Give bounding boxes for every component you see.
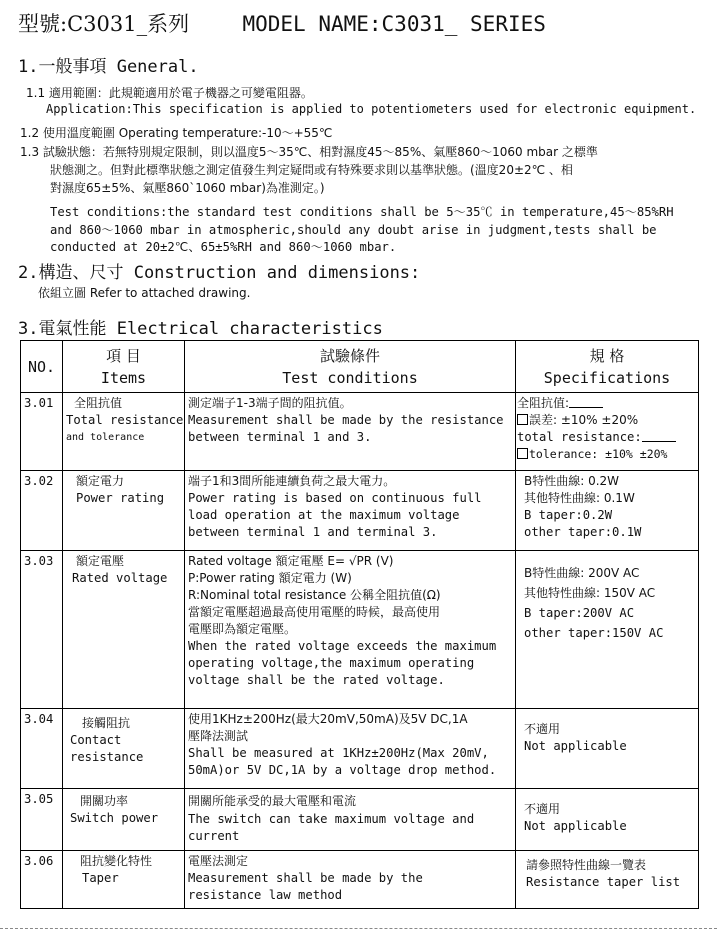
checkbox-icon bbox=[517, 448, 528, 459]
blank-field bbox=[569, 396, 603, 408]
header-spec-cn: 規 格 bbox=[589, 346, 625, 365]
spec-line: B特性曲線: 0.2W bbox=[524, 474, 620, 488]
header-cond-en: Test conditions bbox=[282, 368, 418, 387]
spec-line: 不適用 bbox=[524, 802, 561, 816]
item-en-line: Power rating bbox=[76, 491, 165, 505]
electrical-characteristics-table bbox=[20, 340, 699, 909]
table-header-row bbox=[21, 341, 699, 393]
row-condition bbox=[185, 393, 516, 471]
header-items-cn: 項 目 bbox=[106, 346, 141, 365]
item-en-line: Rated voltage bbox=[72, 571, 168, 585]
item-en-line: Total resistance bbox=[66, 413, 184, 427]
spec-line: B taper:0.2W bbox=[524, 508, 613, 522]
cond-line: Power rating is based on continuous full bbox=[188, 491, 482, 505]
spec-line: Resistance taper list bbox=[526, 875, 681, 889]
table-row bbox=[21, 709, 699, 789]
row-no: 3.05 bbox=[21, 789, 63, 851]
item-en-line: Switch power bbox=[70, 811, 159, 825]
item-en-line: Contact bbox=[70, 733, 122, 747]
spec-total-resistance-label-en: total resistance: bbox=[517, 430, 642, 444]
item-en-line: and tolerance bbox=[66, 432, 145, 443]
table-row bbox=[21, 471, 699, 551]
cond-line: current bbox=[188, 829, 240, 843]
row-item bbox=[63, 393, 185, 471]
item-cn: 額定電壓 bbox=[76, 554, 125, 568]
cond-line: 測定端子1-3端子間的阻抗值。 bbox=[188, 396, 352, 410]
header-no: NO. bbox=[21, 341, 63, 393]
title-en: MODEL NAME:C3031_ SERIES bbox=[242, 12, 546, 36]
cond-line: When the rated voltage exceeds the maximum bbox=[188, 639, 497, 653]
cond-line: R:Nominal total resistance 公稱全阻抗值(Ω) bbox=[188, 588, 441, 602]
title-cn: 型號:C3031_系列 bbox=[18, 12, 190, 36]
item-en-line: resistance bbox=[70, 750, 144, 764]
section-1-heading: 1.一般事項 General. bbox=[18, 57, 199, 77]
header-specifications bbox=[516, 341, 699, 393]
spec-line: 其他特性曲線: 0.1W bbox=[524, 491, 635, 505]
spec-line: B taper:200V AC bbox=[524, 606, 635, 620]
row-spec bbox=[516, 789, 699, 851]
cond-line: between terminal 1 and 3. bbox=[188, 430, 372, 444]
spec-tolerance-cn: 誤差: ±10% ±20% bbox=[529, 413, 639, 427]
row-condition bbox=[185, 789, 516, 851]
document-title bbox=[18, 8, 546, 38]
row-condition bbox=[185, 709, 516, 789]
cond-line: load operation at the maximum voltage bbox=[188, 508, 460, 522]
cond-line: 開關所能承受的最大電壓和電流 bbox=[188, 794, 357, 808]
s1-3-cn-line-1: 1.3 試驗狀態：若無特別規定限制，則以溫度5～35℃、相對濕度45～85%、氣壓860～1060 mbar 之標準 bbox=[20, 145, 598, 159]
s1-3-cn-line-2: 狀態測之。但對此標準狀態之測定值發生判定疑問或有特殊要求則以基準狀態。(溫度20±2℃ 、相 bbox=[50, 163, 573, 177]
row-condition bbox=[185, 551, 516, 709]
checkbox-icon bbox=[517, 414, 528, 425]
spec-line: Not applicable bbox=[524, 739, 627, 753]
spec-tolerance-en: tolerance: ±10% ±20% bbox=[529, 447, 668, 461]
row-item bbox=[63, 851, 185, 909]
item-cn: 開關功率 bbox=[80, 794, 129, 808]
s1-1-cn: 1.1 適用範圍：此規範適用於電子機器之可變電阻器。 bbox=[26, 86, 313, 100]
cond-line: 電壓法測定 bbox=[188, 854, 249, 868]
section-3-heading: 3.電氣性能 Electrical characteristics bbox=[18, 319, 383, 339]
spec-line bbox=[517, 412, 695, 429]
row-condition bbox=[185, 471, 516, 551]
row-no: 3.06 bbox=[21, 851, 63, 909]
row-item bbox=[63, 471, 185, 551]
row-no: 3.03 bbox=[21, 551, 63, 709]
s1-3-en-line-3: conducted at 20±2℃、65±5%RH and 860～1060 mbar. bbox=[50, 240, 397, 254]
s1-2: 1.2 使用溫度範圍 Operating temperature:-10～+55℃ bbox=[20, 126, 333, 140]
row-item bbox=[63, 789, 185, 851]
spec-line: 不適用 bbox=[524, 722, 561, 736]
cond-line: between terminal 1 and terminal 3. bbox=[188, 525, 438, 539]
row-spec bbox=[516, 471, 699, 551]
header-items bbox=[63, 341, 185, 393]
spec-line: 請參照特性曲線一覽表 bbox=[526, 858, 647, 872]
row-no: 3.02 bbox=[21, 471, 63, 551]
cond-line: P:Power rating 額定電力 (W) bbox=[188, 571, 352, 585]
cond-line: 壓降法測試 bbox=[188, 729, 249, 743]
spec-line: other taper:0.1W bbox=[524, 525, 642, 539]
header-conditions bbox=[185, 341, 516, 393]
s1-3-en-line-2: and 860～1060 mbar in atmospheric,should any doubt arise in judgment,tests shall be bbox=[50, 223, 657, 237]
spec-line: B特性曲線: 200V AC bbox=[524, 566, 640, 580]
cond-line: Measurement shall be made by the resistance bbox=[188, 413, 504, 427]
cond-line: Measurement shall be made by the bbox=[188, 871, 423, 885]
row-no: 3.04 bbox=[21, 709, 63, 789]
item-cn: 阻抗變化特性 bbox=[80, 854, 153, 868]
spec-line: 其他特性曲線: 150V AC bbox=[524, 586, 656, 600]
spec-line: Not applicable bbox=[524, 819, 627, 833]
cond-line: 當額定電壓超過最高使用電壓的時候，最高使用 bbox=[188, 605, 441, 619]
spec-line bbox=[517, 395, 695, 412]
section-2-heading: 2.構造、尺寸 Construction and dimensions: bbox=[18, 263, 421, 283]
cond-line: Rated voltage 額定電壓 E= √PR (V) bbox=[188, 554, 394, 568]
cond-line: 端子1和3間所能連續負荷之最大電力。 bbox=[188, 474, 396, 488]
cond-line: Shall be measured at 1KHz±200Hz(Max 20mV, bbox=[188, 746, 489, 760]
table-row bbox=[21, 789, 699, 851]
cond-line: operating voltage,the maximum operating bbox=[188, 656, 475, 670]
row-condition bbox=[185, 851, 516, 909]
header-items-en: Items bbox=[100, 368, 147, 387]
row-item bbox=[63, 709, 185, 789]
cond-line: 50mA)or 5V DC,1A by a voltage drop method. bbox=[188, 763, 497, 777]
row-spec bbox=[516, 393, 699, 471]
row-spec bbox=[516, 709, 699, 789]
section-2-text: 依組立圖 Refer to attached drawing. bbox=[38, 286, 251, 300]
item-cn: 接觸阻抗 bbox=[82, 716, 131, 730]
spec-line bbox=[517, 446, 695, 463]
spec-line: other taper:150V AC bbox=[524, 626, 664, 640]
spec-line bbox=[517, 429, 695, 446]
page-bottom-divider bbox=[0, 928, 717, 929]
spec-total-resistance-label-cn: 全阻抗值: bbox=[517, 396, 570, 410]
cond-line: 電壓即為額定電壓。 bbox=[188, 622, 297, 636]
cond-line: The switch can take maximum voltage and bbox=[188, 812, 475, 826]
row-spec bbox=[516, 851, 699, 909]
item-cn: 全阻抗值 bbox=[74, 396, 123, 410]
cond-line: 使用1KHz±200Hz(最大20mV,50mA)及5V DC,1A bbox=[188, 712, 468, 726]
s1-3-en-line-1: Test conditions:the standard test conditions shall be 5～35℃ in temperature,45～85%RH bbox=[50, 205, 674, 219]
header-cond-cn: 試驗條件 bbox=[319, 346, 380, 365]
table-row bbox=[21, 551, 699, 709]
blank-field bbox=[642, 430, 676, 442]
row-item bbox=[63, 551, 185, 709]
row-no: 3.01 bbox=[21, 393, 63, 471]
item-cn: 額定電力 bbox=[76, 474, 125, 488]
cond-line: resistance law method bbox=[188, 888, 343, 902]
s1-3-cn-line-3: 對濕度65±5%、氣壓860`1060 mbar)為准測定。) bbox=[50, 181, 325, 195]
item-en-line: Taper bbox=[82, 871, 119, 885]
table-row bbox=[21, 393, 699, 471]
table-row bbox=[21, 851, 699, 909]
header-spec-en: Specifications bbox=[543, 368, 671, 387]
cond-line: voltage shall be the rated voltage. bbox=[188, 673, 445, 687]
s1-1-en: Application:This specification is applied to potentiometers used for electronic equipment. bbox=[46, 102, 697, 116]
row-spec bbox=[516, 551, 699, 709]
